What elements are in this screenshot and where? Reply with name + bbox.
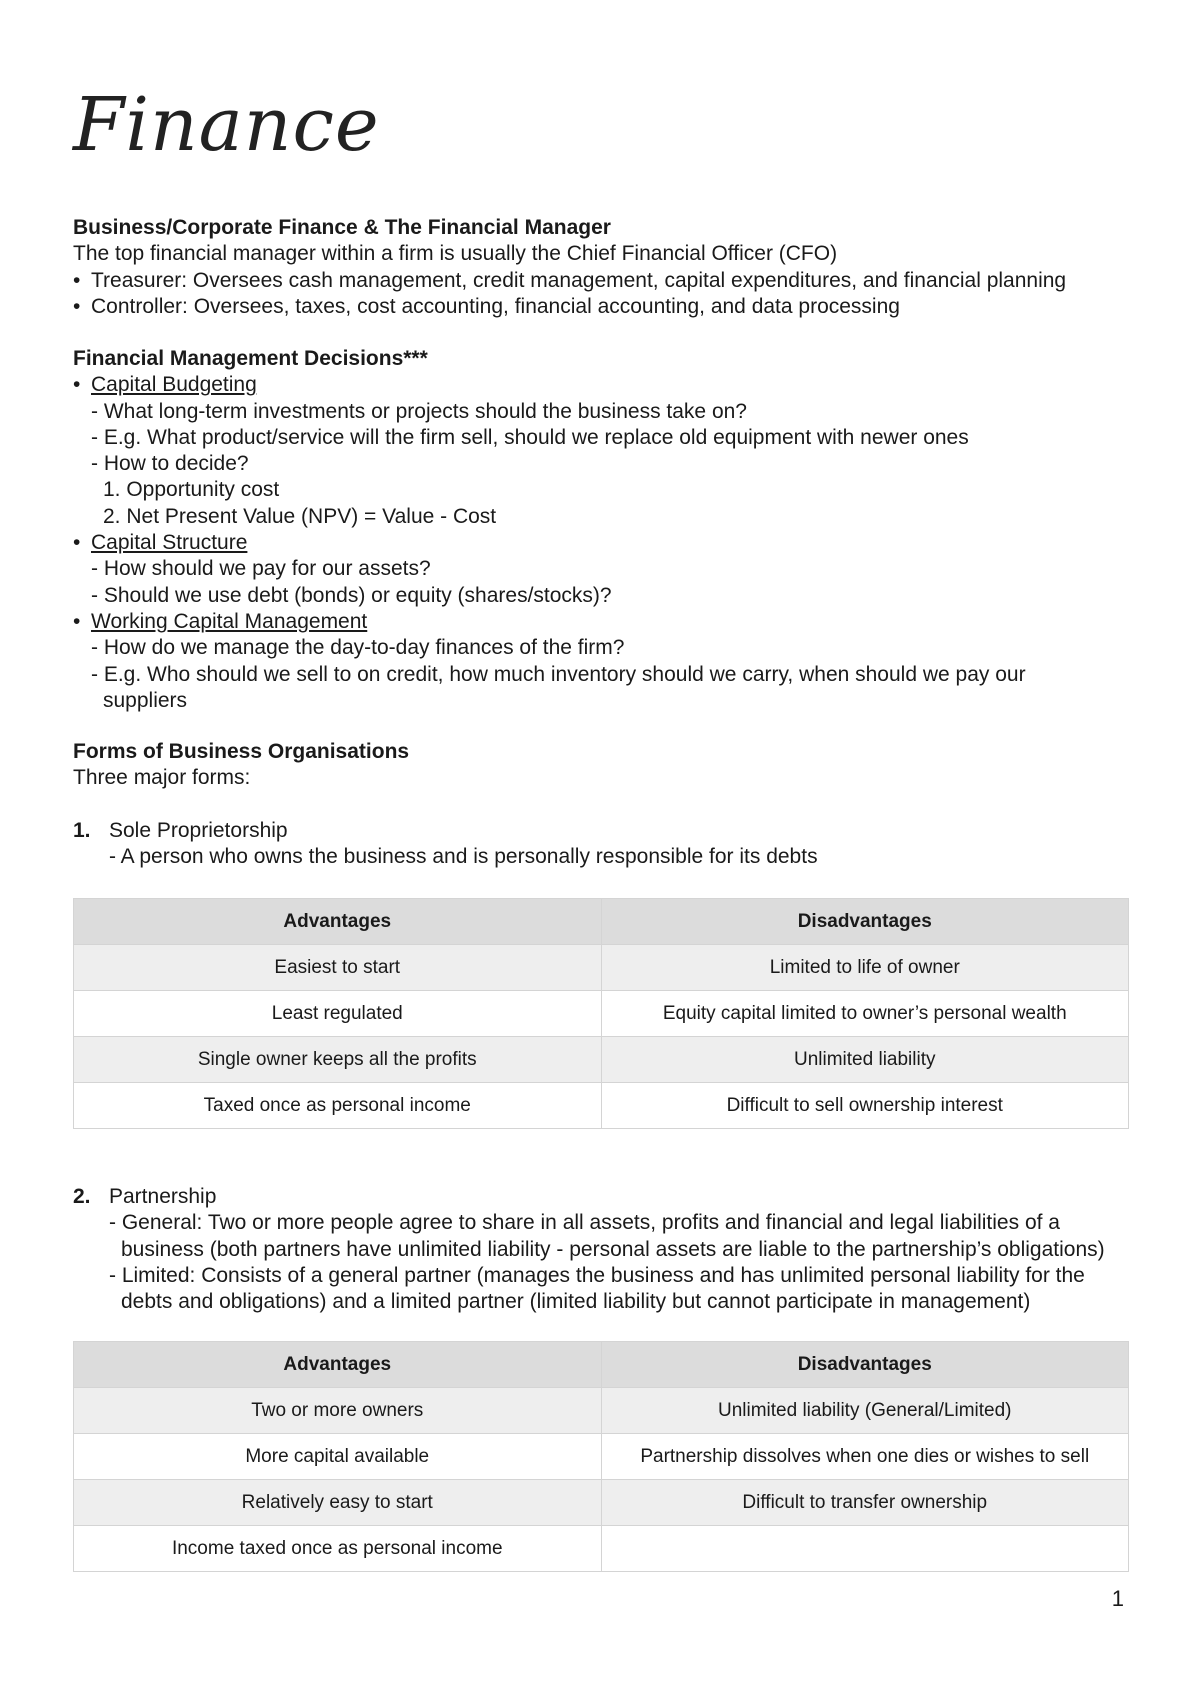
table-row [74, 1434, 1129, 1480]
table-cell: Partnership dissolves when one dies or wishes to sell [601, 1434, 1129, 1480]
table-header-row [74, 1342, 1129, 1388]
sub-item: - How do we manage the day-to-day finances of the firm? [91, 636, 625, 660]
section-heading: Financial Management Decisions*** [73, 347, 428, 370]
table-header: Disadvantages [601, 1342, 1129, 1388]
bullet-item [73, 609, 1129, 635]
table-header-row [74, 899, 1129, 945]
sub-item: - How to decide? [91, 452, 249, 476]
bullet-item: • Controller: Oversees, taxes, cost accounting, financial accounting, and data processing [73, 294, 1129, 320]
table-row [74, 1388, 1129, 1434]
table-cell: Income taxed once as personal income [74, 1526, 602, 1572]
numbered-item: 1. Opportunity cost [103, 478, 280, 502]
table-row [74, 1083, 1129, 1129]
sub-item: - How should we pay for our assets? [91, 557, 431, 581]
table-cell: Unlimited liability (General/Limited) [601, 1388, 1129, 1434]
sub-item: - What long-term investments or projects should the business take on? [91, 399, 747, 423]
table-cell: Easiest to start [74, 945, 602, 991]
table-cell: Unlimited liability [601, 1037, 1129, 1083]
form-description: - A person who owns the business and is personally responsible for its debts [109, 845, 818, 869]
partnership-table [73, 1341, 1129, 1572]
section-business-forms [73, 739, 1129, 792]
topic-label: Working Capital Management [91, 609, 368, 633]
section-intro: Three major forms: [73, 766, 251, 790]
table-header: Disadvantages [601, 899, 1129, 945]
table-row [74, 1037, 1129, 1083]
section-intro: The top financial manager within a firm is usually the Chief Financial Officer (CFO) [73, 242, 838, 266]
table-cell: Relatively easy to start [74, 1480, 602, 1526]
section-heading: Business/Corporate Finance & The Financial Manager [73, 216, 611, 239]
table-cell: Difficult to transfer ownership [601, 1480, 1129, 1526]
table-cell: Taxed once as personal income [74, 1083, 602, 1129]
form-sole-proprietorship [73, 818, 1129, 871]
table-cell: More capital available [74, 1434, 602, 1480]
table-cell: Two or more owners [74, 1388, 602, 1434]
table-header: Advantages [74, 1342, 602, 1388]
form-number: 1. [73, 819, 91, 842]
sub-item-continuation: suppliers [103, 688, 188, 712]
bullet-item [73, 530, 1129, 556]
sub-item: - Should we use debt (bonds) or equity (shares/stocks)? [91, 583, 612, 607]
form-name: Sole Proprietorship [109, 819, 288, 842]
table-row [74, 1526, 1129, 1572]
bullet-item [73, 372, 1129, 398]
section-financial-decisions [73, 346, 1129, 714]
form-description: debts and obligations) and a limited partner (limited liability but cannot participate in management) [121, 1290, 1031, 1314]
table-cell: Difficult to sell ownership interest [601, 1083, 1129, 1129]
form-description: - Limited: Consists of a general partner (manages the business and has unlimited personal liability for the [109, 1263, 1085, 1287]
form-partnership [73, 1184, 1129, 1315]
page-title: Finance [73, 82, 380, 168]
section-heading: Forms of Business Organisations [73, 740, 410, 763]
form-description: - General: Two or more people agree to share in all assets, profits and financial and legal liabilities of a [109, 1211, 1060, 1235]
topic-label: Capital Structure [91, 531, 248, 555]
table-row [74, 945, 1129, 991]
form-description: business (both partners have unlimited liability - personal assets are liable to the partnership’s obligations) [121, 1237, 1105, 1261]
section-corporate-finance [73, 215, 1129, 320]
table-cell: Equity capital limited to owner’s personal wealth [601, 991, 1129, 1037]
form-number: 2. [73, 1185, 91, 1208]
topic-label: Capital Budgeting [91, 373, 257, 397]
sub-item: - E.g. Who should we sell to on credit, how much inventory should we carry, when should we pay our [91, 662, 1026, 686]
table-cell [601, 1526, 1129, 1572]
sole-proprietorship-table [73, 898, 1129, 1129]
table-row [74, 991, 1129, 1037]
table-cell: Least regulated [74, 991, 602, 1037]
table-row [74, 1480, 1129, 1526]
numbered-item: 2. Net Present Value (NPV) = Value - Cost [103, 504, 497, 528]
sub-item: - E.g. What product/service will the firm sell, should we replace old equipment with newer ones [91, 425, 969, 449]
page-number: 1 [1111, 1586, 1124, 1611]
table-cell: Limited to life of owner [601, 945, 1129, 991]
table-cell: Single owner keeps all the profits [74, 1037, 602, 1083]
form-name: Partnership [109, 1185, 217, 1208]
table-header: Advantages [74, 899, 602, 945]
bullet-item: • Treasurer: Oversees cash management, credit management, capital expenditures, and financial planning [73, 268, 1129, 294]
